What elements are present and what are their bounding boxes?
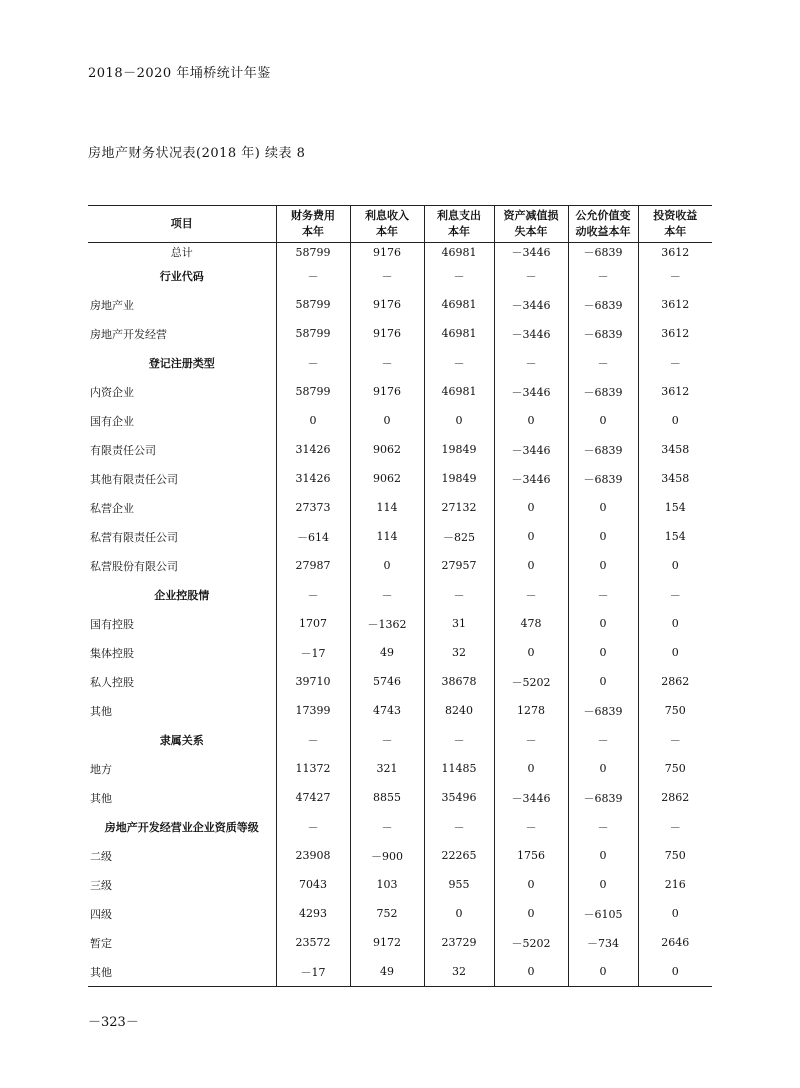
table-row — [88, 290, 712, 319]
table-cell: 9176 — [350, 319, 424, 348]
table-cell: 0 — [568, 493, 638, 522]
table-row — [88, 464, 712, 493]
table-cell: 3458 — [638, 464, 712, 493]
table-row — [88, 812, 712, 841]
column-header: 公允价值变 动收益本年 — [568, 206, 638, 243]
table-cell: 3458 — [638, 435, 712, 464]
row-label: 私营股份有限公司 — [90, 559, 178, 573]
table-cell: 19849 — [424, 435, 494, 464]
table-cell: － — [638, 348, 712, 377]
table-cell: － — [568, 348, 638, 377]
table-cell: 27987 — [276, 551, 350, 580]
table-cell: 0 — [424, 406, 494, 435]
column-header: 利息支出 本年 — [424, 206, 494, 243]
table-cell: 17399 — [276, 696, 350, 725]
table-cell: 0 — [568, 667, 638, 696]
table-cell: 31 — [424, 609, 494, 638]
row-label: 暂定 — [90, 936, 112, 950]
table-cell: －5202 — [494, 928, 568, 957]
table-row — [88, 928, 712, 957]
table-cell: － — [494, 580, 568, 609]
table-cell: － — [276, 261, 350, 290]
table-cell: 9062 — [350, 464, 424, 493]
table-cell: 0 — [638, 609, 712, 638]
row-label: 企业控股情 — [154, 588, 210, 602]
table-cell: 750 — [638, 841, 712, 870]
column-header: 利息收入 本年 — [350, 206, 424, 243]
table-cell: 0 — [568, 841, 638, 870]
table-cell: 27957 — [424, 551, 494, 580]
table-cell: 31426 — [276, 464, 350, 493]
table-row — [88, 870, 712, 899]
table-cell: 0 — [494, 551, 568, 580]
table-cell: － — [638, 725, 712, 754]
table-cell: 27132 — [424, 493, 494, 522]
table-cell: － — [638, 580, 712, 609]
table-cell: 0 — [568, 754, 638, 783]
table-row — [88, 841, 712, 870]
table-cell: 0 — [276, 406, 350, 435]
table-cell: 750 — [638, 696, 712, 725]
row-label: 私营企业 — [90, 501, 134, 515]
table-cell: － — [494, 348, 568, 377]
row-label: 私营有限责任公司 — [90, 530, 178, 544]
table-cell: － — [350, 812, 424, 841]
table-cell: 750 — [638, 754, 712, 783]
table-cell: 103 — [350, 870, 424, 899]
table-cell: －614 — [276, 522, 350, 551]
table-cell: 0 — [568, 551, 638, 580]
table-cell: 3612 — [638, 243, 712, 262]
table-cell: － — [276, 725, 350, 754]
table-cell: 4743 — [350, 696, 424, 725]
table-cell: －6839 — [568, 464, 638, 493]
table-cell: 58799 — [276, 319, 350, 348]
table-cell: －17 — [276, 957, 350, 987]
table-cell: 46981 — [424, 319, 494, 348]
table-cell: － — [276, 812, 350, 841]
table-row — [88, 638, 712, 667]
row-label: 三级 — [90, 878, 112, 892]
table-cell: 9176 — [350, 243, 424, 262]
table-cell: 58799 — [276, 290, 350, 319]
table-row — [88, 957, 712, 987]
table-cell: －3446 — [494, 783, 568, 812]
row-label: 其他 — [90, 965, 112, 979]
table-cell: 1707 — [276, 609, 350, 638]
table-cell: －3446 — [494, 290, 568, 319]
table-cell: 0 — [494, 493, 568, 522]
table-cell: － — [276, 348, 350, 377]
table-cell: －825 — [424, 522, 494, 551]
table-row — [88, 609, 712, 638]
table-cell: － — [424, 725, 494, 754]
column-header: 投资收益 本年 — [638, 206, 712, 243]
table-cell: 216 — [638, 870, 712, 899]
table-cell: － — [424, 261, 494, 290]
table-cell: 321 — [350, 754, 424, 783]
table-cell: 0 — [494, 870, 568, 899]
table-cell: 2646 — [638, 928, 712, 957]
table-cell: 0 — [424, 899, 494, 928]
table-row — [88, 261, 712, 290]
table-row — [88, 696, 712, 725]
table-row — [88, 725, 712, 754]
table-cell: 0 — [568, 638, 638, 667]
table-cell: 11485 — [424, 754, 494, 783]
table-cell: 38678 — [424, 667, 494, 696]
table-cell: － — [494, 261, 568, 290]
table-row — [88, 319, 712, 348]
table-title: 房地产财务状况表(2018 年) 续表 8 — [88, 146, 306, 161]
table-cell: 0 — [638, 957, 712, 987]
row-label: 地方 — [90, 762, 112, 776]
table-cell: 3612 — [638, 319, 712, 348]
table-cell: － — [350, 261, 424, 290]
table-cell: －6839 — [568, 783, 638, 812]
table-cell: 27373 — [276, 493, 350, 522]
row-label: 其他 — [90, 791, 112, 805]
table-cell: － — [568, 580, 638, 609]
table-cell: 46981 — [424, 377, 494, 406]
table-cell: 0 — [638, 638, 712, 667]
table-cell: 4293 — [276, 899, 350, 928]
row-label: 其他有限责任公司 — [90, 472, 178, 486]
table-cell: －6839 — [568, 319, 638, 348]
table-cell: 47427 — [276, 783, 350, 812]
table-cell: 58799 — [276, 377, 350, 406]
table-row — [88, 348, 712, 377]
table-cell: － — [568, 812, 638, 841]
table-cell: －734 — [568, 928, 638, 957]
table-cell: 8855 — [350, 783, 424, 812]
column-header: 财务费用 本年 — [276, 206, 350, 243]
table-row — [88, 551, 712, 580]
table-row — [88, 377, 712, 406]
table-cell: －6105 — [568, 899, 638, 928]
table-cell: 1278 — [494, 696, 568, 725]
table-row — [88, 522, 712, 551]
table-cell: 0 — [494, 638, 568, 667]
row-label: 房地产开发经营业企业资质等级 — [104, 820, 259, 834]
table-cell: 9176 — [350, 377, 424, 406]
table-cell: 0 — [568, 522, 638, 551]
row-label: 行业代码 — [159, 269, 204, 283]
row-label: 有限责任公司 — [90, 443, 156, 457]
table-cell: 154 — [638, 493, 712, 522]
table-cell: 0 — [568, 609, 638, 638]
row-label: 房地产开发经营 — [90, 327, 167, 341]
table-cell: － — [568, 725, 638, 754]
table-cell: 3612 — [638, 377, 712, 406]
row-label: 国有控股 — [90, 617, 134, 631]
row-label: 总计 — [170, 246, 193, 259]
table-cell: － — [350, 580, 424, 609]
row-label: 二级 — [90, 849, 112, 863]
table-cell: － — [424, 580, 494, 609]
row-label: 四级 — [90, 907, 112, 921]
row-label: 国有企业 — [90, 414, 134, 428]
table-row — [88, 406, 712, 435]
table-cell: 9062 — [350, 435, 424, 464]
table-cell: － — [638, 812, 712, 841]
table-cell: 22265 — [424, 841, 494, 870]
table-cell: 23572 — [276, 928, 350, 957]
column-header: 项目 — [88, 206, 276, 243]
table-cell: 23908 — [276, 841, 350, 870]
table-cell: 23729 — [424, 928, 494, 957]
table-cell: 1756 — [494, 841, 568, 870]
table-cell: －3446 — [494, 377, 568, 406]
table-cell: 9176 — [350, 290, 424, 319]
table-cell: 49 — [350, 638, 424, 667]
table-cell: －6839 — [568, 290, 638, 319]
table-row — [88, 243, 712, 262]
table-header-row — [88, 206, 712, 243]
table-row — [88, 754, 712, 783]
table-row — [88, 493, 712, 522]
table-cell: － — [350, 348, 424, 377]
table-cell: 478 — [494, 609, 568, 638]
table-cell: 0 — [568, 406, 638, 435]
table-cell: 19849 — [424, 464, 494, 493]
table-cell: 0 — [568, 957, 638, 987]
table-cell: 0 — [494, 522, 568, 551]
table-cell: －1362 — [350, 609, 424, 638]
table-cell: －3446 — [494, 464, 568, 493]
table-cell: － — [424, 348, 494, 377]
row-label: 房地产业 — [90, 298, 134, 312]
table-cell: 2862 — [638, 783, 712, 812]
table-cell: 0 — [638, 551, 712, 580]
table-cell: －3446 — [494, 319, 568, 348]
table-cell: 31426 — [276, 435, 350, 464]
table-cell: 39710 — [276, 667, 350, 696]
table-cell: 46981 — [424, 243, 494, 262]
page-number: －323－ — [88, 1015, 139, 1030]
table-cell: 0 — [638, 899, 712, 928]
table-cell: 7043 — [276, 870, 350, 899]
table-cell: － — [494, 812, 568, 841]
table-cell: 58799 — [276, 243, 350, 262]
table-cell: 11372 — [276, 754, 350, 783]
row-label: 隶属关系 — [159, 733, 204, 747]
table-cell: －6839 — [568, 435, 638, 464]
table-cell: 9172 — [350, 928, 424, 957]
table-cell: 2862 — [638, 667, 712, 696]
table-cell: －3446 — [494, 435, 568, 464]
table-cell: －6839 — [568, 377, 638, 406]
table-cell: － — [350, 725, 424, 754]
table-cell: 154 — [638, 522, 712, 551]
row-label: 集体控股 — [90, 646, 134, 660]
table-cell: 0 — [494, 899, 568, 928]
table-row — [88, 899, 712, 928]
table-cell: －6839 — [568, 243, 638, 262]
table-row — [88, 435, 712, 464]
column-header: 资产减值损 失本年 — [494, 206, 568, 243]
table-row — [88, 580, 712, 609]
table-cell: －17 — [276, 638, 350, 667]
table-cell: 35496 — [424, 783, 494, 812]
table-cell: 32 — [424, 957, 494, 987]
row-label: 登记注册类型 — [148, 356, 215, 370]
table-cell: 0 — [494, 754, 568, 783]
table-cell: 8240 — [424, 696, 494, 725]
table-cell: 114 — [350, 493, 424, 522]
table-cell: 0 — [568, 870, 638, 899]
table-cell: 114 — [350, 522, 424, 551]
table-cell: 49 — [350, 957, 424, 987]
table-cell: －900 — [350, 841, 424, 870]
table-cell: －6839 — [568, 696, 638, 725]
finance-table — [88, 205, 712, 987]
table-cell: 0 — [494, 957, 568, 987]
table-cell: 0 — [350, 406, 424, 435]
table-cell: 0 — [494, 406, 568, 435]
table-cell: 5746 — [350, 667, 424, 696]
table-row — [88, 783, 712, 812]
running-head: 2018－2020 年埇桥统计年鉴 — [88, 66, 271, 81]
table-cell: 0 — [350, 551, 424, 580]
table-cell: 955 — [424, 870, 494, 899]
table-cell: 752 — [350, 899, 424, 928]
table-cell: － — [424, 812, 494, 841]
table-cell: 32 — [424, 638, 494, 667]
table-cell: － — [276, 580, 350, 609]
row-label: 其他 — [90, 704, 112, 718]
table-cell: －5202 — [494, 667, 568, 696]
table-cell: － — [568, 261, 638, 290]
table-cell: 0 — [638, 406, 712, 435]
table-cell: － — [494, 725, 568, 754]
row-label: 内资企业 — [90, 385, 134, 399]
table-cell: －3446 — [494, 243, 568, 262]
row-label: 私人控股 — [90, 675, 134, 689]
table-cell: 46981 — [424, 290, 494, 319]
table-cell: － — [638, 261, 712, 290]
table-row — [88, 667, 712, 696]
table-cell: 3612 — [638, 290, 712, 319]
